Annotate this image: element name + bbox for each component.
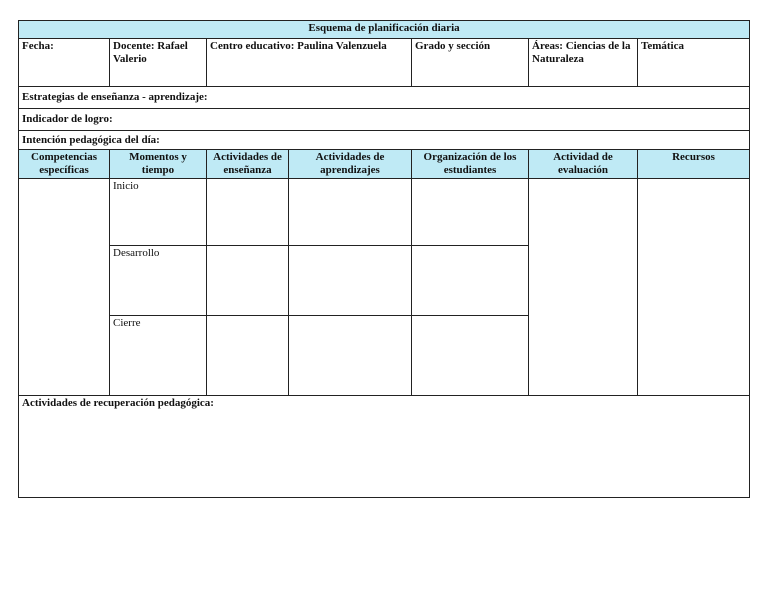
header-actividades-aprendizajes: Actividades de aprendizajes (289, 150, 412, 179)
desarrollo-ensenanza-cell (207, 246, 289, 316)
moment-desarrollo: Desarrollo (110, 246, 207, 316)
cierre-organizacion-cell (412, 316, 529, 396)
recuperacion-label: Actividades de recuperación pedagógica: (19, 396, 750, 498)
desarrollo-organizacion-cell (412, 246, 529, 316)
centro-educativo-label: Centro educativo: Paulina Valenzuela (207, 39, 412, 87)
inicio-ensenanza-cell (207, 179, 289, 246)
competencias-cell (19, 179, 110, 396)
inicio-organizacion-cell (412, 179, 529, 246)
moment-inicio: Inicio (110, 179, 207, 246)
header-organizacion: Organización de los estudiantes (412, 150, 529, 179)
grado-seccion-label: Grado y sección (412, 39, 529, 87)
indicador-logro-label: Indicador de logro: (19, 109, 750, 131)
evaluacion-cell (529, 179, 638, 396)
inicio-aprendizajes-cell (289, 179, 412, 246)
header-actividades-ensenanza: Actividades de enseñanza (207, 150, 289, 179)
header-evaluacion: Actividad de evaluación (529, 150, 638, 179)
document-title: Esquema de planificación diaria (19, 21, 750, 39)
tematica-label: Temática (638, 39, 750, 87)
planning-document (18, 20, 749, 498)
estrategias-label: Estrategias de enseñanza - aprendizaje: (19, 87, 750, 109)
header-recursos: Recursos (638, 150, 750, 179)
header-competencias: Competencias específicas (19, 150, 110, 179)
cierre-aprendizajes-cell (289, 316, 412, 396)
fecha-label: Fecha: (19, 39, 110, 87)
cierre-ensenanza-cell (207, 316, 289, 396)
moment-cierre: Cierre (110, 316, 207, 396)
recursos-cell (638, 179, 750, 396)
header-momentos: Momentos y tiempo (110, 150, 207, 179)
desarrollo-aprendizajes-cell (289, 246, 412, 316)
docente-label: Docente: Rafael Valerio (110, 39, 207, 87)
intencion-pedagogica-label: Intención pedagógica del día: (19, 131, 750, 150)
areas-label: Áreas: Ciencias de la Naturaleza (529, 39, 638, 87)
planning-table (18, 20, 750, 498)
